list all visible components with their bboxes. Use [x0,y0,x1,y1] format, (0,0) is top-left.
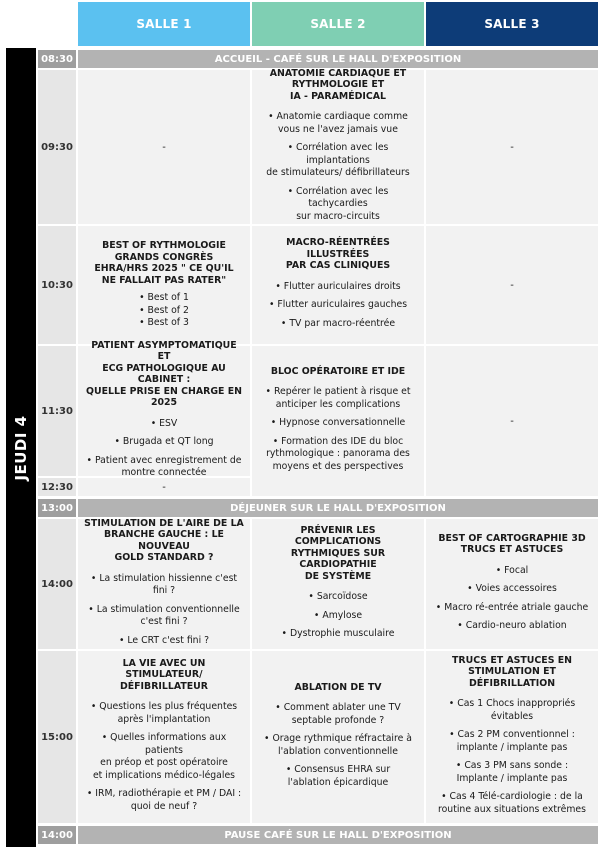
session-title: STIMULATION DE L'AIRE DE LA BRANCHE GAUCHE : LE NOUVEAU GOLD STANDARD ? [84,517,244,564]
session-topic: • Best of 1 [139,292,189,304]
session-topic: • Voies accessoires [467,583,557,594]
time-0930: 09:30 [38,70,76,224]
session-topic: • Consensus EHRA sur l'ablation épicardique [285,764,391,788]
time-0830: 08:30 [38,50,76,68]
session-topics [87,415,242,483]
cell-1400-salle2 [252,519,424,649]
session-topics [436,562,588,636]
cell-1030-salle2 [252,226,424,344]
session-topics [84,698,244,816]
session-title: BLOC OPÉRATOIRE ET IDE [270,365,406,377]
cell-1400-salle1 [78,519,250,649]
session-title: MACRO-RÉENTRÉES ILLUSTRÉES PAR CAS CLINIQUES [285,237,391,271]
session-topic: • Patient avec enregistrement de montre connectée [86,454,242,478]
session-topic: • Focal [495,564,529,576]
time-1230: 12:30 [38,478,76,496]
time-1030: 10:30 [38,226,76,344]
cell-1130-salle1 [78,339,250,478]
session-topics [432,695,592,819]
session-topic: • La stimulation conventionnelle c'est fini ? [88,603,240,628]
session-topics [264,699,412,792]
session-topic: • Cas 4 Télé-cardiologie : de la routine aux situations extrêmes [438,791,586,815]
session-topic: • Le CRT c'est fini ? [118,634,210,646]
session-topics [258,108,418,226]
cell-0930-salle3 [426,70,598,224]
session-topic: • Anatomie cardiaque comme vous ne l'avez jamais vue [268,111,408,135]
session-topic: • Formation des IDE du bloc rythmologique : panorama des moyens et des perspectives [266,435,410,472]
session-topic: • TV par macro-réentrée [280,317,396,329]
session-topic: • La stimulation hissienne c'est fini ? [90,572,238,597]
time-1500: 15:00 [38,651,76,823]
session-topic: • Brugada et QT long [114,436,214,447]
session-topic: • Quelles informations aux patients en préop et post opératoire et implications médico-légales [92,732,236,781]
cell-1230-salle1 [78,478,250,496]
session-topic: • Sarcoïdose [308,591,368,602]
room-header-3: SALLE 3 [426,2,598,46]
empty-slot: - [510,415,514,427]
empty-slot: - [162,481,166,493]
session-topic: • Cas 2 PM conventionnel : implante / implante pas [449,729,575,753]
session-topic: • Orage rythmique réfractaire à l'ablation conventionnelle [264,733,412,757]
session-topic: • Best of 2 [139,304,189,316]
time-1300: 13:00 [38,499,76,517]
session-topic: • Dystrophie musculaire [281,628,395,639]
session-topic: • Questions les plus fréquentes après l'implantation [90,701,238,725]
cell-1030-salle1 [78,226,250,344]
session-topic: • Macro ré-entrée atriale gauche [435,601,589,613]
cell-1500-salle2 [252,651,424,823]
day-label: JEUDI 4 [12,414,30,481]
session-topic: • Hypnose conversationnelle [270,417,406,429]
session-title: PRÉVENIR LES COMPLICATIONS RYTHMIQUES SUR CARDIOPATHIE DE SYSTÈME [290,524,386,582]
session-topic: • Corrélation avec les tachycardies sur macro-circuits [287,185,389,222]
session-topics [84,570,244,651]
band-pause: PAUSE CAFÉ SUR LE HALL D'EXPOSITION [78,826,598,844]
session-topic: • Cas 3 PM sans sonde : Implante / implante pas [455,760,569,784]
session-topics [266,383,411,476]
day-column [6,48,36,847]
empty-slot: - [510,141,514,153]
empty-slot: - [162,141,166,153]
cell-0930-salle1 [78,70,250,224]
room-header-1: SALLE 1 [78,2,250,46]
cell-1130-salle2 [252,346,424,496]
session-title: ANATOMIE CARDIAQUE ET RYTHMOLOGIE ET IA - PARAMÉDICAL [269,67,407,102]
cell-1500-salle1 [78,651,250,823]
session-topic: • Amylose [313,609,363,621]
session-title: BEST OF CARTOGRAPHIE 3D TRUCS ET ASTUCES [438,532,586,555]
session-topic: • Corrélation avec les implantations de stimulateurs/ défibrillateurs [266,142,410,179]
session-topic: • ESV [150,417,178,429]
session-title: LA VIE AVEC UN STIMULATEUR/ DÉFIBRILLATEUR [119,657,209,692]
time-1400-b: 14:00 [38,826,76,844]
session-topic: • Comment ablater une TV septable profonde ? [275,702,401,726]
session-topics [282,588,395,644]
cell-0930-salle2 [252,67,424,224]
cell-1030-salle3 [426,226,598,344]
session-topic: • Cardio-neuro ablation [457,620,567,631]
empty-slot: - [510,279,514,291]
band-accueil: ACCUEIL - CAFÉ SUR LE HALL D'EXPOSITION [78,50,598,68]
room-header-2: SALLE 2 [252,2,424,46]
session-title: ABLATION DE TV [294,681,382,693]
session-topics [269,278,407,334]
cell-1500-salle3 [426,651,598,823]
band-dejeuner: DÉJEUNER SUR LE HALL D'EXPOSITION [78,499,598,517]
session-topics [139,292,189,330]
session-topic: • Flutter auriculaires gauches [268,299,408,310]
session-topic: • Best of 3 [139,317,189,329]
cell-1130-salle3 [426,346,598,496]
session-topic: • Repérer le patient à risque et anticiper les complications [265,386,411,410]
session-title: BEST OF RYTHMOLOGIE GRANDS CONGRÈS EHRA/HRS 2025 " CE QU'IL NE FALLAIT PAS RATER" [94,240,234,286]
session-title: TRUCS ET ASTUCES EN STIMULATION ET DÉFIBRILLATION [452,654,572,689]
time-1400-a: 14:00 [38,519,76,649]
session-topic: • IRM, radiothérapie et PM / DAI : quoi de neuf ? [86,788,242,812]
cell-1400-salle3 [426,519,598,649]
session-topic: • Cas 1 Chocs inappropriés évitables [448,698,576,722]
session-topic: • Flutter auriculaires droits [275,280,401,292]
time-1130: 11:30 [38,346,76,476]
session-title: PATIENT ASYMPTOMATIQUE ET ECG PATHOLOGIQUE AU CABINET : QUELLE PRISE EN CHARGE EN 2025 [86,339,242,408]
